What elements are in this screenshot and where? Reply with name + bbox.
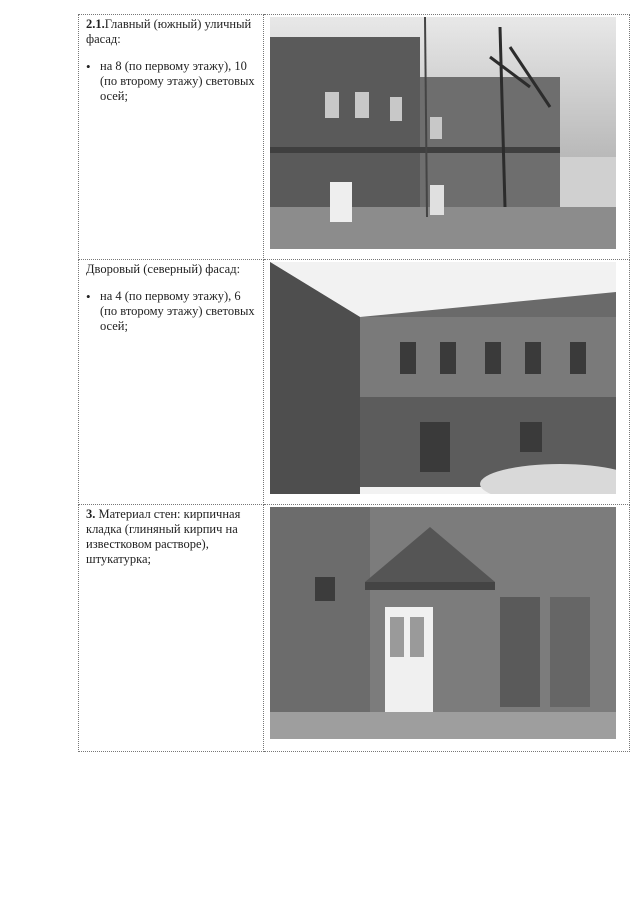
courtyard-facade-photo: [270, 262, 616, 494]
wall-material-photo: [270, 507, 616, 739]
row-heading: [86, 507, 257, 567]
photo-cell: [264, 260, 630, 505]
description-cell: [79, 505, 264, 752]
table-row: [79, 15, 630, 260]
row-heading: [86, 17, 257, 47]
heading-text: Дворовый (северный) фасад:: [86, 262, 241, 276]
table-row: [79, 505, 630, 752]
bullet-list: [86, 289, 257, 334]
heading-text: Главный (южный) уличный фасад:: [86, 17, 252, 46]
section-number: 2.1.: [86, 17, 105, 31]
section-number: 3.: [86, 507, 96, 521]
photo-cell: [264, 15, 630, 260]
bullet-item: • на 8 (по первому этажу), 10 (по второму этажу) световых осей;: [100, 59, 257, 104]
table-row: [79, 260, 630, 505]
photo-cell: [264, 505, 630, 752]
facade-description-table: [78, 14, 630, 752]
row-heading: [86, 262, 257, 277]
description-cell: [79, 15, 264, 260]
heading-text: Материал стен: кирпичная кладка (глиняный кирпич на известковом растворе), штукатурка;: [86, 507, 241, 566]
bullet-list: [86, 59, 257, 104]
bullet-item: • на 4 (по первому этажу), 6 (по второму этажу) световых осей;: [100, 289, 257, 334]
description-cell: [79, 260, 264, 505]
south-facade-photo: [270, 17, 616, 249]
